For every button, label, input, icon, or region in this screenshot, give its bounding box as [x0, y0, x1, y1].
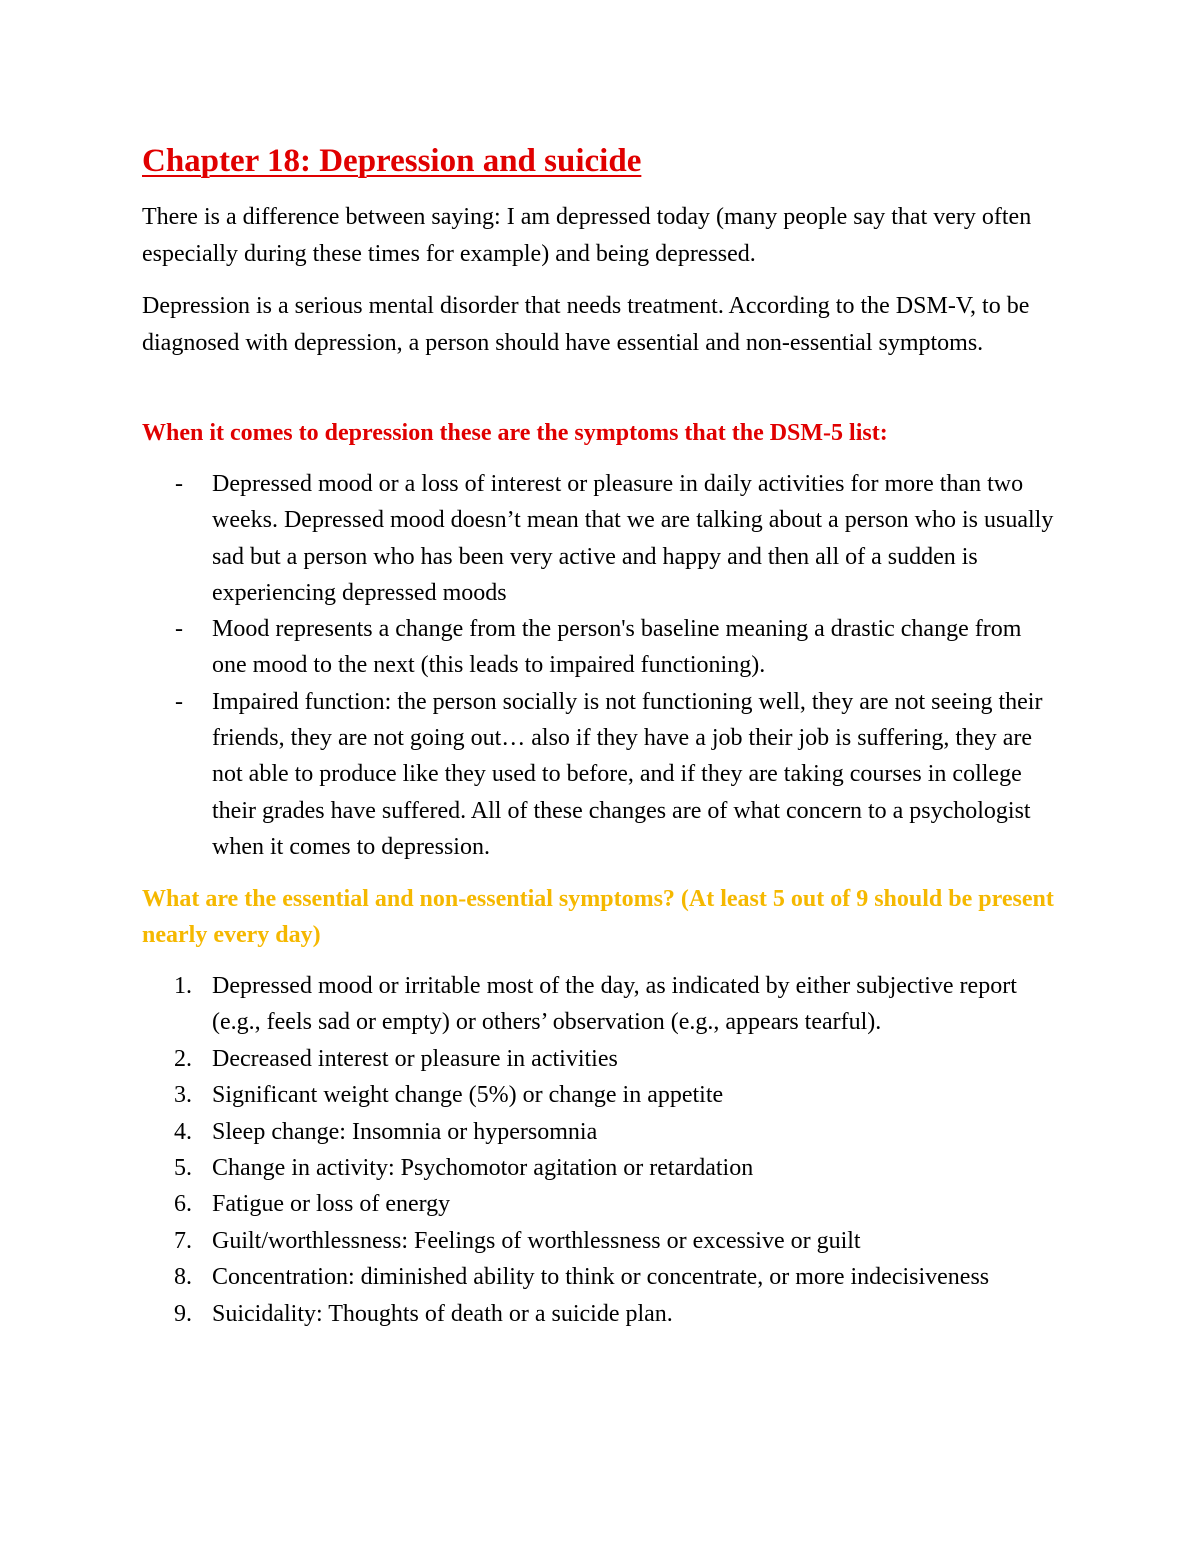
essential-symptoms-heading: What are the essential and non-essential symptoms? (At least 5 out of 9 should be present nearly every day)	[142, 886, 1054, 948]
list-number: 5.	[174, 1155, 192, 1182]
list-item	[142, 611, 1062, 684]
list-item	[142, 1150, 1062, 1186]
list-item-text: Fatigue or loss of energy	[212, 1191, 451, 1218]
intro-paragraph: There is a difference between saying: I am depressed today (many people say that very often especially during these times for example) and being depressed.	[142, 204, 1032, 267]
list-item	[142, 1041, 1062, 1077]
dsm-symptoms-heading: When it comes to depression these are the symptoms that the DSM-5 list:	[142, 420, 888, 446]
list-item	[142, 1186, 1062, 1222]
list-number: 1.	[174, 973, 192, 999]
list-item-text: Depressed mood or irritable most of the day, as indicated by either subjective report (e.g., feels sad or empty) or others’ observation (e.g., appears tearful).	[212, 973, 1017, 1036]
list-item-text: Depressed mood or a loss of interest or pleasure in daily activities for more than two weeks. Depressed mood doesn’t mean that we are talking about a person who is usually sad but a person who has been very active and happy and then all of a sudden is experiencing depressed moods	[212, 471, 1054, 606]
chapter-title: Chapter 18: Depression and suicide	[142, 143, 642, 179]
list-number: 8.	[174, 1264, 192, 1291]
list-item-text: Mood represents a change from the person's baseline meaning a drastic change from one mood to the next (this leads to impaired functioning).	[212, 616, 1022, 679]
dash-bullet: -	[175, 616, 183, 643]
dsm-symptoms-list	[142, 466, 1062, 865]
list-number: 9.	[174, 1300, 192, 1327]
list-item	[142, 466, 1062, 611]
list-item-text: Decreased interest or pleasure in activities	[212, 1045, 618, 1072]
list-item	[142, 1296, 1062, 1332]
list-item-text: Concentration: diminished ability to think or concentrate, or more indecisiveness	[212, 1264, 990, 1291]
list-item	[142, 1259, 1062, 1295]
list-item-text: Impaired function: the person socially is not functioning well, they are not seeing their friends, they are not going out… also if they have a job their job is suffering, they are not able to produce like they used to before, and if they are taking courses in college their grades have suffered. All of these changes are of what concern to a psychologist when it comes to depression.	[212, 688, 1043, 860]
list-item	[142, 968, 1062, 1041]
list-item-text: Change in activity: Psychomotor agitation or retardation	[212, 1155, 754, 1182]
essential-symptoms-list	[142, 968, 1062, 1332]
list-item	[142, 1114, 1062, 1150]
list-number: 6.	[174, 1191, 192, 1218]
list-number: 3.	[174, 1082, 192, 1109]
dash-bullet: -	[175, 688, 183, 715]
list-item	[142, 684, 1062, 865]
list-item-text: Suicidality: Thoughts of death or a suicide plan.	[212, 1300, 673, 1327]
list-number: 7.	[174, 1227, 192, 1254]
list-number: 2.	[174, 1045, 192, 1072]
definition-paragraph: Depression is a serious mental disorder that needs treatment. According to the DSM-V, to be diagnosed with depression, a person should have essential and non-essential symptoms.	[142, 293, 1030, 356]
list-item-text: Significant weight change (5%) or change in appetite	[212, 1082, 724, 1109]
list-item	[142, 1077, 1062, 1113]
list-item	[142, 1223, 1062, 1259]
list-number: 4.	[174, 1118, 192, 1145]
dash-bullet: -	[175, 471, 183, 497]
list-item-text: Guilt/worthlessness: Feelings of worthlessness or excessive or guilt	[212, 1227, 861, 1254]
list-item-text: Sleep change: Insomnia or hypersomnia	[212, 1118, 598, 1145]
